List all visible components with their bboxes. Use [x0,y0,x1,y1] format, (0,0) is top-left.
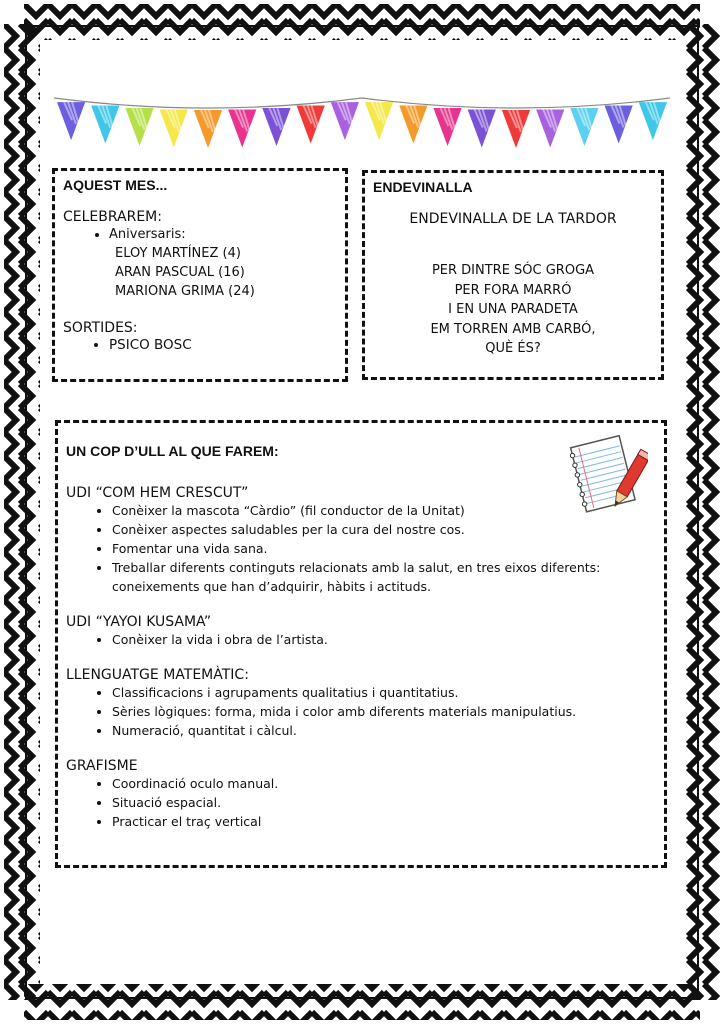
birthday-item: ELOY MARTÍNEZ (4) [115,246,241,261]
overview-title: UN COP D’ULL AL QUE FAREM: [66,443,279,459]
section-item: • Practicar el traç vertical [112,812,656,831]
this-month-title: AQUEST MES... [63,177,168,193]
section-item: • Conèixer la mascota “Càrdio” (fil conductor de la Unitat) [112,501,656,520]
section-item: • Conèixer la vida i obra de l’artista. [112,630,656,649]
riddle-line: I EN UNA PARADETA [448,302,578,317]
birthday-item: ARAN PASCUAL (16) [115,265,245,280]
section-item: • Classificacions i agrupaments qualitatius i quantitatius. [112,683,656,702]
section-title: GRAFISME [66,758,138,774]
birthday-item: MARIONA GRIMA (24) [115,284,255,299]
this-month-box [52,168,348,382]
section-title: LLENGUATGE MATEMÀTIC: [66,667,249,683]
birthdays-label: • Aniversaris: [109,225,337,244]
section-item: • Treballar diferents continguts relacionats amb la salut, en tres eixos diferents: coneixements que han d’adquirir, hàbits i actituds. [112,558,656,596]
section-list [66,683,656,740]
section-title: UDI “YAYOI KUSAMA” [66,614,212,630]
section-item: • Conèixer aspectes saludables per la cura del nostre cos. [112,520,656,539]
section-title: UDI “COM HEM CRESCUT” [66,485,249,501]
outings-title: SORTIDES: [63,320,138,336]
outings-list [63,336,337,355]
riddle-box [362,170,664,380]
bunting-garland-decoration [54,92,670,162]
section-list [66,774,656,831]
celebrate-list [63,225,337,244]
riddle-subtitle: ENDEVINALLA DE LA TARDOR [409,211,617,227]
riddle-line: PER DINTRE SÓC GROGA [431,263,595,278]
section-item: • Sèries lògiques: forma, mida i color amb diferents materials manipulatius. [112,702,656,721]
riddle-line: EM TORREN AMB CARBÓ, [430,321,596,337]
section-item: • Fomentar una vida sana. [112,539,656,558]
section-list [66,630,656,649]
riddle-line: PER FORA MARRÓ [454,282,572,298]
celebrate-title: CELEBRAREM: [63,209,162,225]
riddle-line: QUÈ ÉS? [485,341,541,356]
notebook-pencil-icon [566,432,648,516]
section-item: • Coordinació oculo manual. [112,774,656,793]
riddle-title: ENDEVINALLA [373,179,473,195]
outing-item: • PSICO BOSC [109,336,337,355]
section-item: • Numeració, quantitat i càlcul. [112,721,656,740]
section-item: • Situació espacial. [112,793,656,812]
riddle-text [373,261,653,359]
